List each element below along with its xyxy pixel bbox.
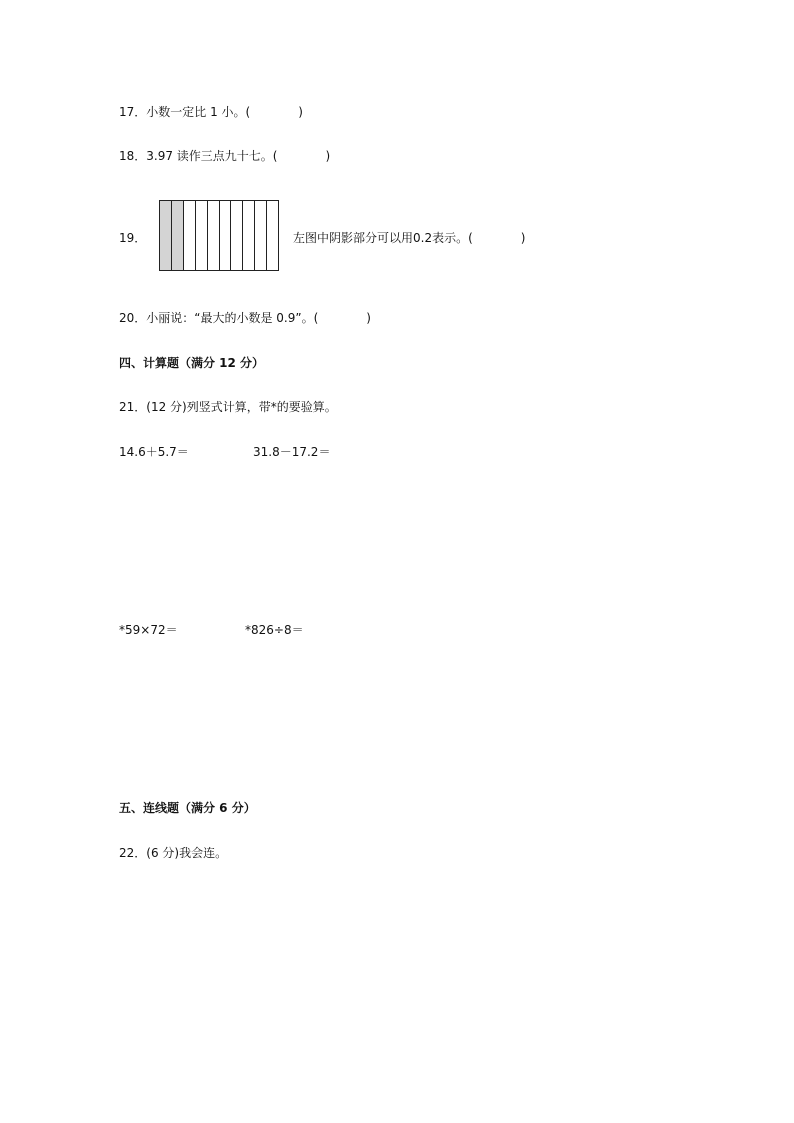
question-18: 18．3.97 读作三点九十七。( ) — [119, 149, 331, 163]
question-17: 17．小数一定比 1 小。( ) — [119, 105, 303, 119]
strip-cell — [208, 201, 220, 270]
strip-cell — [220, 201, 232, 270]
strip-cell — [243, 201, 255, 270]
expression-3: *59×72＝ — [119, 623, 178, 637]
strip-cell — [255, 201, 267, 270]
expression-4: *826÷8＝ — [245, 623, 304, 637]
strip-cell-shaded — [172, 201, 184, 270]
question-21: 21．(12 分)列竖式计算，带*的要验算。 — [119, 400, 337, 414]
strip-cell — [184, 201, 196, 270]
decimal-strip-figure — [159, 200, 279, 271]
question-20: 20．小丽说：“最大的小数是 0.9”。( ) — [119, 311, 371, 325]
expression-1: 14.6＋5.7＝ — [119, 445, 189, 459]
question-22: 22．(6 分)我会连。 — [119, 846, 228, 860]
section-4-heading: 四、计算题（满分 12 分） — [119, 356, 265, 370]
strip-cell — [231, 201, 243, 270]
question-19-number: 19． — [119, 231, 147, 245]
strip-cell — [267, 201, 278, 270]
question-19-statement: 左图中阴影部分可以用0.2表示。( ) — [293, 231, 526, 245]
section-5-heading: 五、连线题（满分 6 分） — [119, 801, 256, 815]
strip-cell-shaded — [160, 201, 172, 270]
strip-cell — [196, 201, 208, 270]
expression-2: 31.8－17.2＝ — [253, 445, 331, 459]
